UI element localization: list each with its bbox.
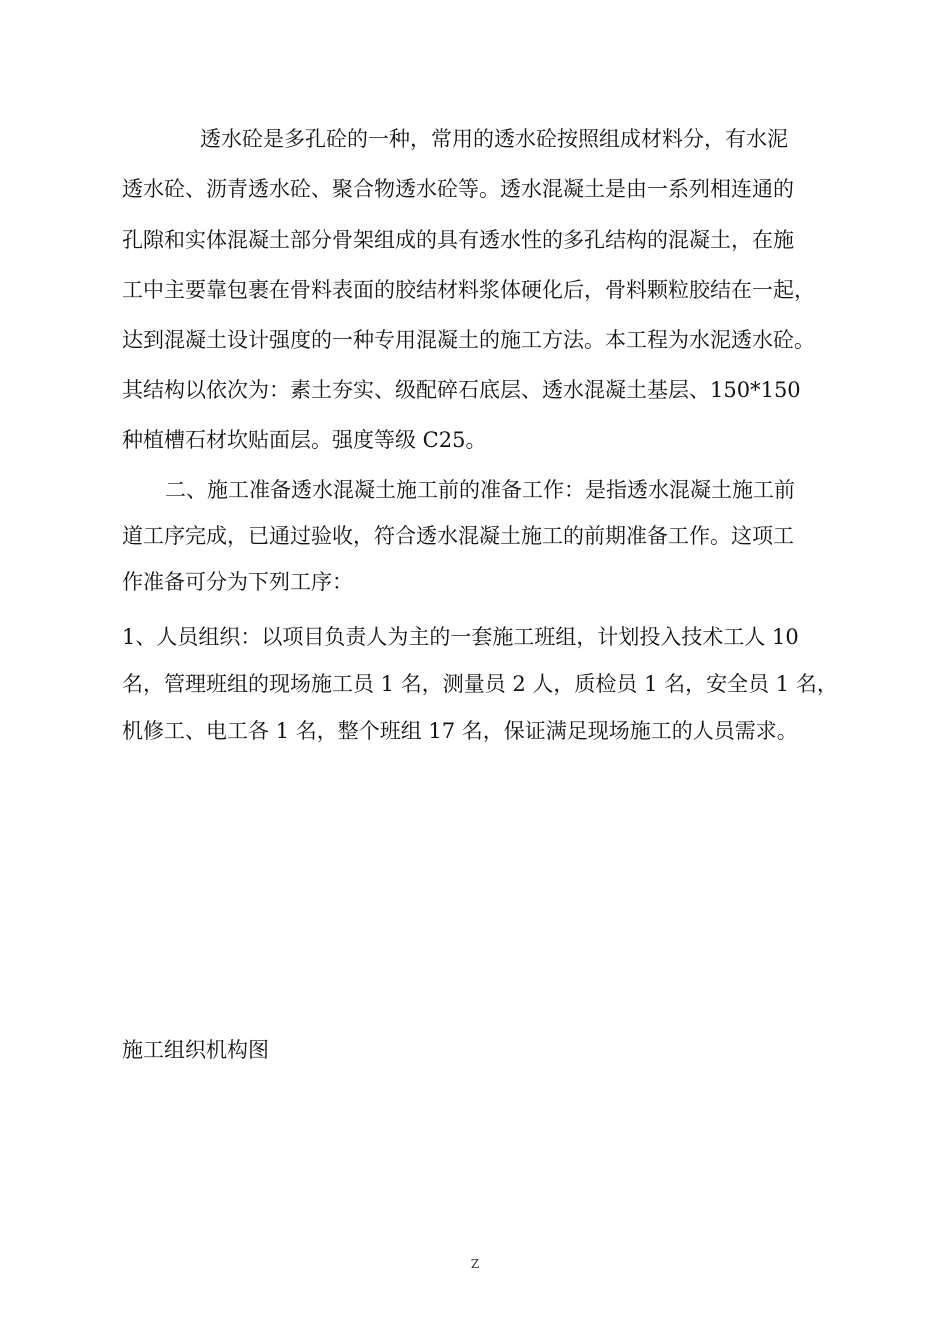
paragraph3-line-2: 名，管理班组的现场施工员 1 名，测量员 2 人，质检员 1 名，安全员 1 名， — [122, 672, 838, 696]
paragraph1-line-2: 透水砼、沥青透水砼、聚合物透水砼等。透水混凝土是由一系列相连通的 — [122, 177, 794, 201]
paragraph3-line-1: 1、人员组织：以项目负责人为主的一套施工班组，计划投入技术工人 10 — [122, 625, 799, 649]
paragraph1-line-4: 工中主要靠包裹在骨料表面的胶结材料浆体硬化后，骨料颗粒胶结在一起， — [122, 278, 815, 302]
paragraph1-line-1: 透水砼是多孔砼的一种，常用的透水砼按照组成材料分，有水泥 — [200, 127, 788, 151]
page-footer-mark: Z — [470, 1257, 480, 1271]
section-heading-org-chart: 施工组织机构图 — [122, 1038, 269, 1062]
paragraph2-line-3: 作准备可分为下列工序： — [122, 570, 353, 594]
paragraph2-line-1: 二、施工准备透水混凝土施工前的准备工作：是指透水混凝土施工前 — [165, 478, 795, 502]
paragraph1-line-3: 孔隙和实体混凝土部分骨架组成的具有透水性的多孔结构的混凝土，在施 — [122, 228, 794, 252]
paragraph3-line-3: 机修工、电工各 1 名，整个班组 17 名，保证满足现场施工的人员需求。 — [122, 719, 798, 743]
paragraph1-line-5: 达到混凝土设计强度的一种专用混凝土的施工方法。本工程为水泥透水砼。 — [122, 328, 815, 352]
paragraph1-line-6: 其结构以依次为：素土夯实、级配碎石底层、透水混凝土基层、150*150 — [122, 378, 801, 402]
paragraph1-line-7: 种植槽石材坎贴面层。强度等级 C25。 — [122, 428, 487, 452]
paragraph2-line-2: 道工序完成，已通过验收，符合透水混凝土施工的前期准备工作。这项工 — [122, 524, 794, 548]
